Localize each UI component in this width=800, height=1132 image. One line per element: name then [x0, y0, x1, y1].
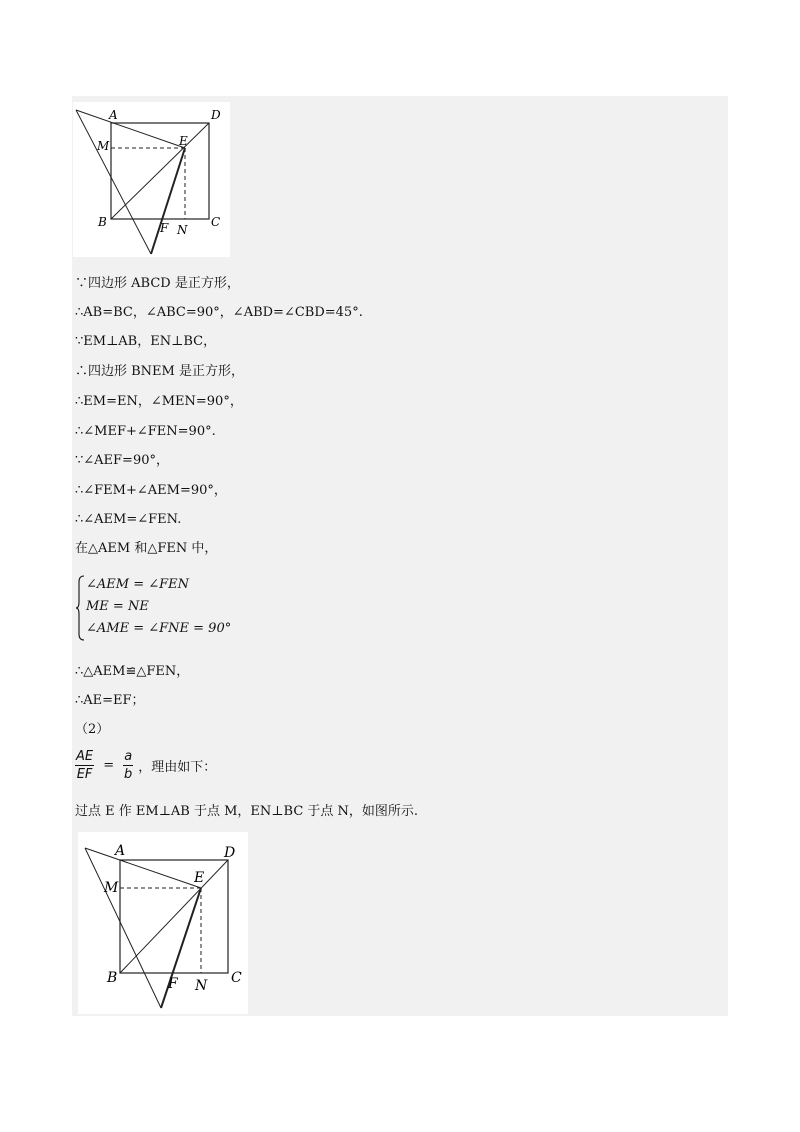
- fig1-label-D: D: [211, 108, 221, 122]
- geometry-figure-1: [73, 102, 230, 257]
- conclusion-line: ∴AE=EF；: [75, 693, 145, 708]
- fraction-numerator-ae: AE: [76, 749, 94, 764]
- fig2-label-D: D: [224, 845, 236, 861]
- system-line-1: ∠AEM = ∠FEN: [86, 577, 190, 592]
- proof-line-6: ∴∠MEF+∠FEN=90°.: [75, 424, 216, 439]
- figure-1-drawing: [73, 102, 230, 257]
- proof-line-9: ∴∠AEM=∠FEN.: [75, 512, 182, 527]
- fig2-label-M: M: [104, 880, 119, 896]
- system-line-3: ∠AME = ∠FNE = 90°: [86, 621, 232, 636]
- proof-line-5: ∴EM=EN，∠MEN=90°，: [75, 394, 243, 409]
- proof-line-2: ∴AB=BC，∠ABC=90°，∠ABD=∠CBD=45°.: [75, 305, 363, 320]
- ratio-statement: [75, 748, 216, 788]
- reason-follows-text: ，理由如下：: [138, 760, 217, 775]
- fig1-label-C: C: [211, 215, 221, 229]
- left-brace: [76, 574, 86, 642]
- part-2-heading: （2）: [75, 722, 110, 737]
- congruence-line: ∴△AEM≌△FEN，: [75, 664, 190, 679]
- fig1-label-N: N: [177, 223, 188, 237]
- fig1-label-B: B: [98, 215, 107, 229]
- fig2-label-F: F: [168, 976, 178, 992]
- system-line-2: ME = NE: [86, 599, 149, 614]
- equals-sign: =: [103, 758, 115, 773]
- fraction-numerator-a: a: [124, 749, 133, 764]
- construction-line: 过点 E 作 EM⊥AB 于点 M，EN⊥BC 于点 N，如图所示.: [75, 804, 419, 819]
- fraction-a-b: [123, 748, 133, 783]
- fig1-label-M: M: [97, 139, 110, 153]
- proof-line-1: ∵四边形 ABCD 是正方形，: [75, 276, 240, 291]
- fig2-label-E: E: [194, 870, 205, 886]
- proof-line-8: ∴∠FEM+∠AEM=90°，: [75, 483, 227, 498]
- fig2-label-N: N: [195, 978, 208, 994]
- fig2-label-B: B: [107, 970, 118, 986]
- fig1-label-E: E: [179, 134, 188, 148]
- fig2-label-A: A: [115, 843, 126, 859]
- fraction-ae-ef: [75, 748, 94, 783]
- proof-line-4: ∴四边形 BNEM 是正方形，: [75, 364, 244, 379]
- fig2-label-C: C: [231, 970, 242, 986]
- fraction-denominator-b: b: [124, 767, 133, 782]
- figure-2-drawing: [78, 832, 248, 1014]
- fraction-denominator-ef: EF: [76, 767, 93, 782]
- fig1-label-A: A: [109, 108, 118, 122]
- proof-line-10: 在△AEM 和△FEN 中，: [75, 541, 218, 556]
- proof-line-7: ∵∠AEF=90°，: [75, 453, 169, 468]
- fig1-label-F: F: [160, 221, 169, 235]
- proof-line-3: ∵EM⊥AB，EN⊥BC，: [75, 334, 217, 349]
- geometry-figure-2: [78, 832, 248, 1014]
